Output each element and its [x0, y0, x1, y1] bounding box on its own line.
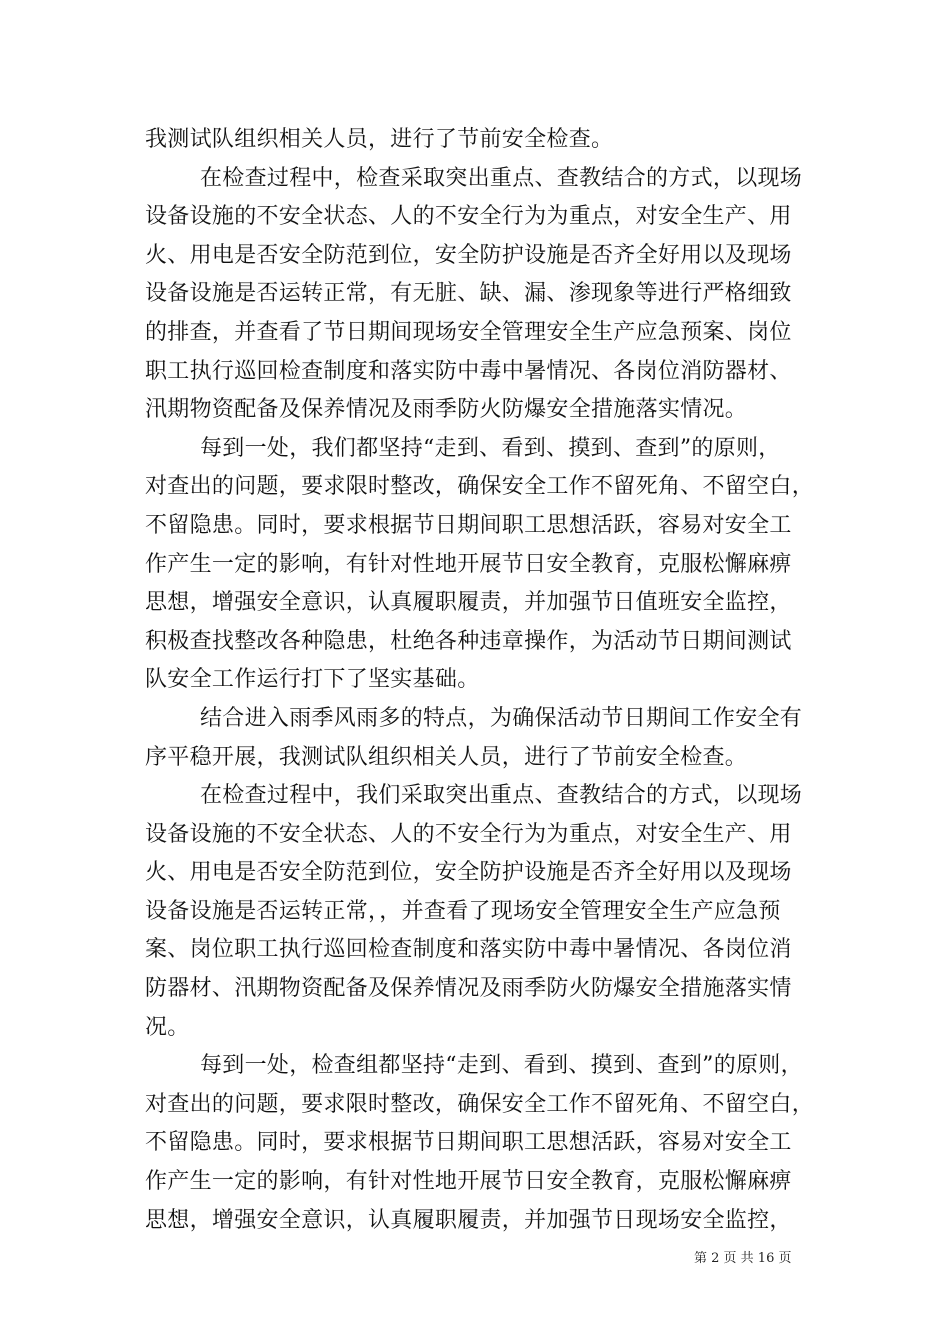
text-line: 设备设施是否运转正常，有无脏、缺、漏、渗现象等进行严格细致: [145, 281, 792, 307]
text-line: 况。: [145, 1014, 190, 1040]
text-line: 作产生一定的影响，有针对性地开展节日安全教育，克服松懈麻痹: [145, 1169, 792, 1195]
text-line: 汛期物资配备及保养情况及雨季防火防爆安全措施落实情况。: [145, 397, 748, 423]
text-line: 火、用电是否安全防范到位，安全防护设施是否齐全好用以及现场: [145, 860, 792, 886]
text-line: 的排查，并查看了节日期间现场安全管理安全生产应急预案、岗位: [145, 319, 792, 345]
text-line: 不留隐患。同时，要求根据节日期间职工思想活跃，容易对安全工: [145, 1130, 792, 1156]
text-line: 序平稳开展，我测试队组织相关人员，进行了节前安全检查。: [145, 744, 748, 770]
text-line: 火、用电是否安全防范到位，安全防护设施是否齐全好用以及现场: [145, 242, 792, 268]
text-line: 不留隐患。同时，要求根据节日期间职工思想活跃，容易对安全工: [145, 512, 792, 538]
paragraph-start-line: 在检查过程中，我们采取突出重点、查教结合的方式，以现场: [200, 783, 803, 809]
text-line: 设备设施的不安全状态、人的不安全行为为重点，对安全生产、用: [145, 204, 792, 230]
paragraph-start-line: 每到一处，我们都坚持“走到、看到、摸到、查到”的原则，: [200, 435, 781, 461]
text-line: 对查出的问题，要求限时整改，确保安全工作不留死角、不留空白，: [145, 1091, 815, 1117]
text-line: 作产生一定的影响，有针对性地开展节日安全教育，克服松懈麻痹: [145, 551, 792, 577]
text-line: 积极查找整改各种隐患，杜绝各种违章操作，为活动节日期间测试: [145, 628, 792, 654]
text-line: 职工执行巡回检查制度和落实防中毒中暑情况、各岗位消防器材、: [145, 358, 792, 384]
paragraph-start-line: 在检查过程中，检查采取突出重点、查教结合的方式，以现场: [200, 165, 803, 191]
text-line: 思想，增强安全意识，认真履职履责，并加强节日值班安全监控，: [145, 590, 792, 616]
text-line: 防器材、汛期物资配备及保养情况及雨季防火防爆安全措施落实情: [145, 976, 792, 1002]
text-line: 设备设施是否运转正常，，并查看了现场安全管理安全生产应急预: [145, 898, 781, 924]
text-line: 设备设施的不安全状态、人的不安全行为为重点，对安全生产、用: [145, 821, 792, 847]
paragraph-start-line: 结合进入雨季风雨多的特点，为确保活动节日期间工作安全有: [200, 705, 803, 731]
text-line: 对查出的问题，要求限时整改，确保安全工作不留死角、不留空白，: [145, 474, 815, 500]
paragraph-start-line: 每到一处，检查组都坚持“走到、看到、摸到、查到”的原则，: [200, 1053, 803, 1079]
text-line: 思想，增强安全意识，认真履职履责，并加强节日现场安全监控，: [145, 1207, 792, 1233]
document-body: [145, 121, 815, 1240]
text-line: 我测试队组织相关人员，进行了节前安全检查。: [145, 127, 614, 152]
text-line: 案、岗位职工执行巡回检查制度和落实防中毒中暑情况、各岗位消: [145, 937, 792, 963]
text-line: 队安全工作运行打下了坚实基础。: [145, 667, 480, 693]
page-number: 第 2 页 共 16 页: [694, 1251, 792, 1266]
